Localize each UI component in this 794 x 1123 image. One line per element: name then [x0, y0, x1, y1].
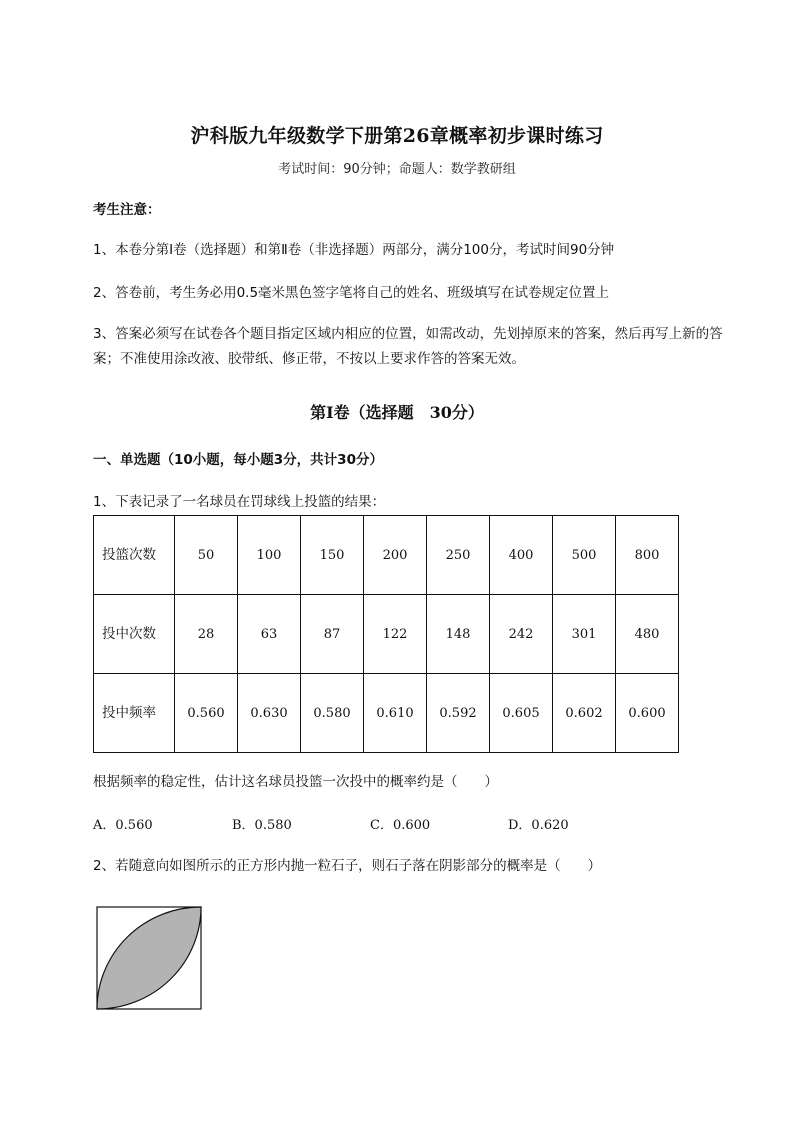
table-cell: 148: [427, 595, 490, 674]
question-1-prompt: 根据频率的稳定性，估计这名球员投篮一次投中的概率约是（ ）: [93, 774, 498, 790]
note-item-2: 2、答卷前，考生务必用0.5毫米黑色签字笔将自己的姓名、班级填写在试卷规定位置上: [93, 285, 610, 301]
table-cell: 0.610: [364, 674, 427, 753]
row-header-attempts: 投篮次数: [94, 516, 175, 595]
table-cell: 500: [553, 516, 616, 595]
section-title: 第I卷（选择题 30分）: [310, 403, 484, 422]
table-row: [94, 595, 679, 674]
option-c[interactable]: C．0.600: [370, 818, 431, 833]
table-cell: 250: [427, 516, 490, 595]
shooting-results-table: [93, 515, 679, 753]
table-cell: 122: [364, 595, 427, 674]
table-row: [94, 516, 679, 595]
page-title: 沪科版九年级数学下册第26章概率初步课时练习: [190, 125, 604, 147]
option-d[interactable]: D．0.620: [508, 818, 569, 833]
question-2-stem: 2、若随意向如图所示的正方形内抛一粒石子，则石子落在阴影部分的概率是（ ）: [93, 858, 602, 874]
table-cell: 0.602: [553, 674, 616, 753]
row-header-hits: 投中次数: [94, 595, 175, 674]
table-cell: 100: [238, 516, 301, 595]
table-cell: 0.605: [490, 674, 553, 753]
table-cell: 87: [301, 595, 364, 674]
option-a[interactable]: A．0.560: [93, 818, 153, 833]
table-cell: 0.592: [427, 674, 490, 753]
option-b[interactable]: B．0.580: [232, 818, 292, 833]
table-cell: 800: [616, 516, 679, 595]
table-cell: 150: [301, 516, 364, 595]
table-cell: 301: [553, 595, 616, 674]
table-row: [94, 674, 679, 753]
notes-heading: 考生注意：: [93, 202, 161, 218]
table-cell: 200: [364, 516, 427, 595]
part-heading: 一、单选题（10小题，每小题3分，共计30分）: [93, 452, 383, 468]
table-cell: 480: [616, 595, 679, 674]
table-cell: 0.580: [301, 674, 364, 753]
table-cell: 0.600: [616, 674, 679, 753]
table-cell: 242: [490, 595, 553, 674]
table-cell: 0.630: [238, 674, 301, 753]
table-cell: 400: [490, 516, 553, 595]
square-lens-figure: [96, 906, 206, 1016]
table-cell: 63: [238, 595, 301, 674]
note-item-3: 3、答案必须写在试卷各个题目指定区域内相应的位置，如需改动，先划掉原来的答案，然后再写上新的答案；不准使用涂改液、胶带纸、修正带，不按以上要求作答的答案无效。: [93, 326, 723, 367]
table-cell: 28: [175, 595, 238, 674]
note-item-1: 1、本卷分第I卷（选择题）和第Ⅱ卷（非选择题）两部分，满分100分，考试时间90分钟: [93, 242, 615, 258]
question-1-stem: 1、下表记录了一名球员在罚球线上投篮的结果：: [93, 494, 386, 510]
exam-info: 考试时间：90分钟；命题人：数学教研组: [278, 162, 516, 177]
row-header-frequency: 投中频率: [94, 674, 175, 753]
table-cell: 0.560: [175, 674, 238, 753]
table-cell: 50: [175, 516, 238, 595]
